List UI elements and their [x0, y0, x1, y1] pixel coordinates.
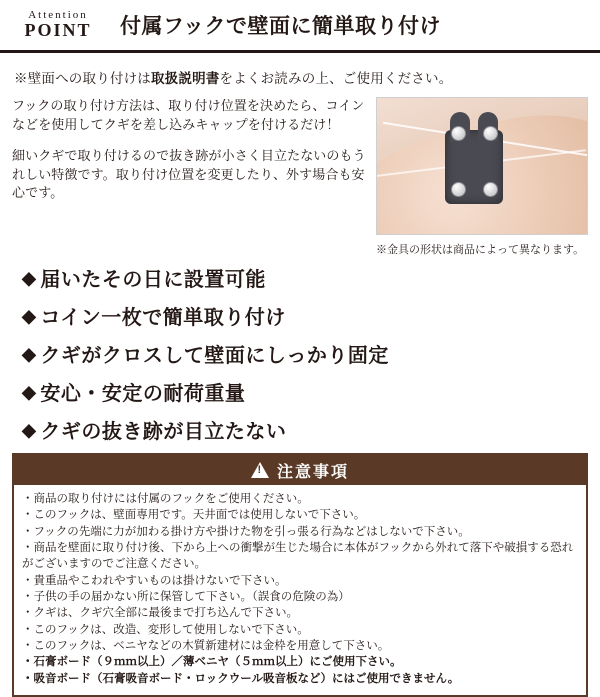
- list-item: [22, 339, 588, 368]
- diamond-icon: ◆: [22, 343, 37, 364]
- diamond-icon: ◆: [22, 305, 37, 326]
- list-item: ・フックの先端に力が加わる掛け方や掛けた物を引っ張る行為などはしないで下さい。: [22, 525, 470, 538]
- description-paragraph-2: 細いクギで取り付けるので抜き跡が小さく目立たないのもうれしい特徴です。取り付け位置を変更したり、外す場合も安心です。: [12, 147, 366, 201]
- caution-box: [12, 453, 588, 697]
- list-item-label: クギの抜き跡が目立たない: [40, 421, 287, 443]
- attention-badge-bottom: POINT: [24, 20, 92, 41]
- lead-note-pre: ※壁面への取り付けは: [14, 71, 151, 86]
- wall-hook-installation-photo: [376, 97, 588, 235]
- list-item: ・子供の手の届かない所に保管して下さい。（誤食の危険の為）: [22, 590, 350, 603]
- page-header: [0, 0, 600, 53]
- diamond-icon: ◆: [22, 381, 37, 402]
- lead-note-bold: 取扱説明書: [151, 71, 220, 86]
- screw-icon: [483, 126, 498, 141]
- caution-header: [14, 455, 586, 485]
- list-item: ・このフックは、ベニヤなどの木質新建材には金枠を用意して下さい。: [22, 639, 390, 652]
- list-item: [22, 415, 588, 444]
- list-item-label: 届いたその日に設置可能: [40, 269, 266, 291]
- screw-icon: [483, 182, 498, 197]
- warning-triangle-icon: [251, 462, 269, 478]
- page-title: 付属フックで壁面に簡単取り付け: [120, 15, 442, 38]
- list-item: ・貴重品やこわれやすいものは掛けないで下さい。: [22, 574, 287, 587]
- list-item: ・このフックは、改造、変形して使用しないで下さい。: [22, 623, 309, 636]
- attention-badge-top: Attention: [28, 8, 88, 21]
- list-item: ・吸音ボード（石膏吸音ボード・ロックウール吸音板など）にはご使用できません。: [22, 672, 460, 685]
- list-item: [22, 301, 588, 330]
- list-item: ・クギは、クギ穴全部に最後まで打ち込んで下さい。: [22, 607, 298, 620]
- description-paragraph-1: フックの取り付け方法は、取り付け位置を決めたら、コインなどを使用してクギを差し込みキャップを付けるだけ！: [12, 98, 365, 132]
- lead-note-post: をよくお読みの上、ご使用ください。: [219, 71, 453, 86]
- photo-caption: ※金具の形状は商品によって異なります。: [376, 244, 585, 256]
- list-item-label: クギがクロスして壁面にしっかり固定: [40, 345, 389, 367]
- list-item-label: 安心・安定の耐荷重量: [40, 383, 246, 405]
- diamond-icon: ◆: [22, 267, 37, 288]
- attention-point-badge: [0, 10, 112, 40]
- list-item: ・商品を壁面に取り付け後、下から上への衝撃が生じた場合に本体がフックから外れて落下や破損する恐れがございますのでご注意ください。: [22, 541, 574, 571]
- list-item: [22, 263, 588, 292]
- description-column: [12, 97, 376, 257]
- lead-note: [0, 53, 600, 87]
- list-item: [22, 377, 588, 406]
- list-item: ・商品の取り付けには付属のフックをご使用ください。: [22, 493, 309, 505]
- screw-icon: [451, 126, 466, 141]
- caution-title: 注意事項: [276, 463, 349, 481]
- diamond-icon: ◆: [22, 419, 37, 440]
- screw-icon: [451, 182, 466, 197]
- list-item: ・このフックは、壁面専用です。天井面では使用しないで下さい。: [22, 509, 366, 522]
- feature-bullet-list: [0, 257, 600, 444]
- caution-list: [14, 485, 586, 695]
- photo-column: [376, 97, 588, 257]
- list-item: ・石膏ボード（９ｍｍ以上）／薄ベニヤ（５ｍｍ以上）にご使用下さい。: [22, 656, 402, 669]
- list-item-label: コイン一枚で簡単取り付け: [40, 307, 286, 329]
- body-row: [0, 87, 600, 257]
